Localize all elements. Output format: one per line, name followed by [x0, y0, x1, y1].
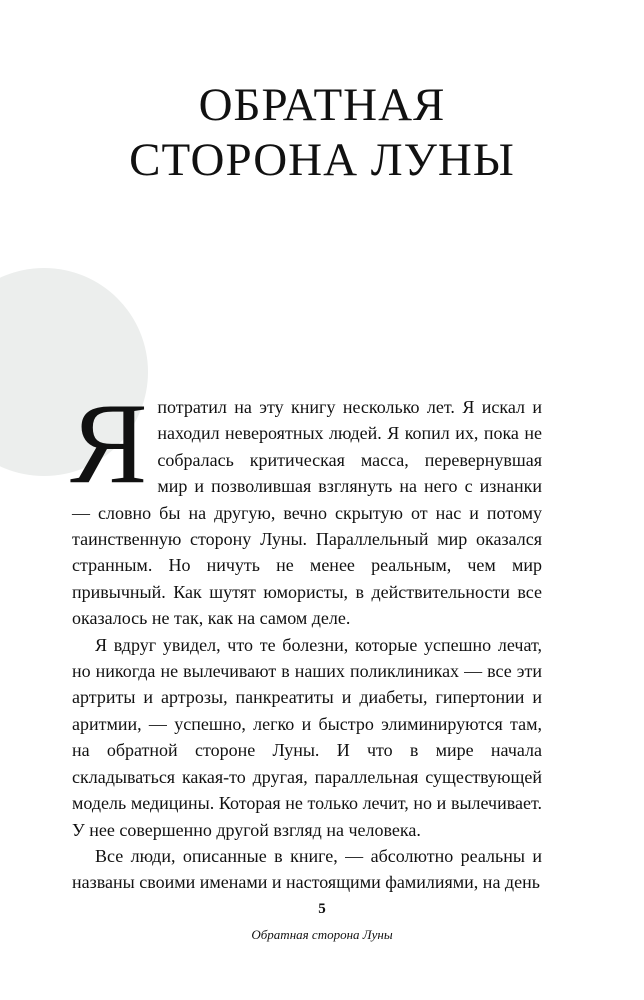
- paragraph-1-text: потратил на эту книгу несколько лет. Я искал и находил невероятных людей. Я копил их, пока не собралась критическая масса, перевернувшая мир и позволившая взглянуть на него с изнанки — словно бы на другую, вечно скрытую от нас и потому таинственную сторону Луны. Параллельный мир оказался странным. Но ничуть не менее реальным, чем мир привычный. Как шутят юмористы, в действительности все оказалось не так, как на самом деле.: [72, 397, 542, 629]
- running-footer-title: Обратная сторона Луны: [251, 927, 393, 942]
- chapter-title-line-1: ОБРАТНАЯ: [198, 79, 446, 131]
- page-number: 5: [318, 901, 326, 917]
- drop-cap: Я: [70, 380, 148, 508]
- paragraph-2: Я вдруг увидел, что те болезни, которые успешно лечат, но никогда не вылечивают в наших поликлиниках — все эти артриты и артрозы, панкреатиты и диабеты, гипертонии и аритмии, — успешно, легко и быстро элиминируются там, на обратной стороне Луны. И что в мире начала складываться какая-то другая, параллельная существующей модель медицины. Которая не только лечит, но и вылечивает. У нее совершенно другой взгляд на человека.: [72, 634, 542, 840]
- chapter-title: [0, 78, 644, 188]
- chapter-title-line-2: СТОРОНА ЛУНЫ: [129, 134, 515, 186]
- paragraph-3: Все люди, описанные в книге, — абсолютно реальны и названы своими именами и настоящими фамилиями, на день: [72, 845, 542, 893]
- body-text: [70, 380, 542, 896]
- paragraph-1: [70, 380, 542, 632]
